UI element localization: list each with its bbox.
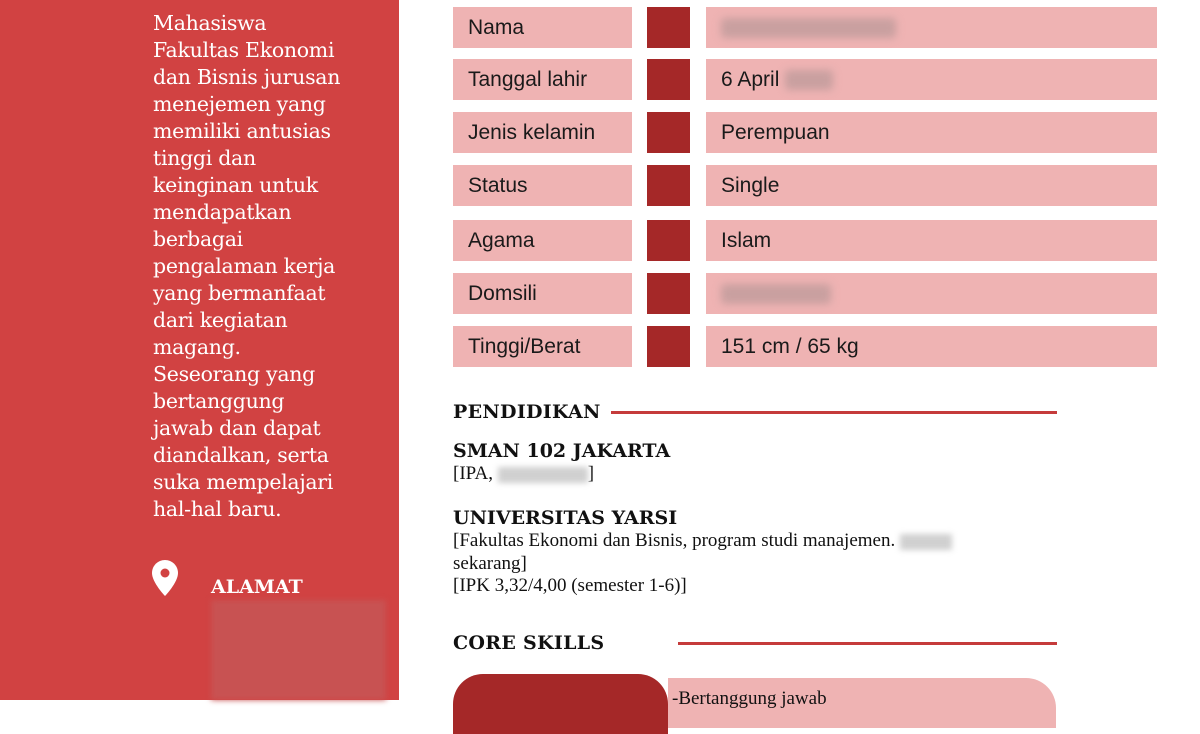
education-title: PENDIDIKAN [453,401,601,423]
field-value-redacted [706,273,1157,314]
field-row-nama [453,7,1158,48]
field-separator [647,7,690,48]
field-value: Perempuan [706,112,1157,153]
field-label: Domsili [453,273,632,314]
school-detail [453,463,594,485]
field-label: Nama [453,7,632,48]
field-separator [647,59,690,100]
section-divider [678,642,1057,645]
field-value: 151 cm / 65 kg [706,326,1157,367]
skills-title: CORE SKILLS [453,632,605,654]
field-value: Single [706,165,1157,206]
field-row-status [453,165,1158,206]
university-gpa: [IPK 3,32/4,00 (semester 1-6)] [453,575,687,596]
field-label: Tanggal lahir [453,59,632,100]
birthdate-text: 6 April [721,68,780,91]
field-separator [647,112,690,153]
sidebar [0,0,399,700]
school-detail-prefix: [IPA, [453,463,493,484]
address-title: ALAMAT [211,576,303,598]
school-detail-suffix: ] [587,463,595,484]
field-row-agama [453,220,1158,261]
field-label: Status [453,165,632,206]
location-pin-icon [152,560,178,596]
skill-item: -Bertanggung jawab [672,688,827,709]
field-value-redacted [706,7,1157,48]
field-separator [647,165,690,206]
field-label: Agama [453,220,632,261]
university-detail-line2: sekarang] [453,553,527,574]
university-detail-text: [Fakultas Ekonomi dan Bisnis, program studi manajemen. [453,530,896,551]
school-name: SMAN 102 JAKARTA [453,440,671,462]
field-row-tinggi-berat [453,326,1158,367]
field-label: Jenis kelamin [453,112,632,153]
field-row-tanggal-lahir [453,59,1158,100]
field-row-jenis-kelamin [453,112,1158,153]
university-name: UNIVERSITAS YARSI [453,507,678,529]
address-redacted [211,600,386,700]
profile-summary: Mahasiswa Fakultas Ekonomi dan Bisnis jurusan menejemen yang memiliki antusias tinggi dan keinginan untuk mendapatkan berbagai pengalaman kerja yang bermanfaat dari kegiatan magang. Seseorang yang bertanggung jawab dan dapat diandalkan, serta suka mempelajari hal-hal baru. [153,11,341,521]
field-value [706,59,1157,100]
section-divider [611,411,1057,414]
field-label: Tinggi/Berat [453,326,632,367]
field-separator [647,326,690,367]
field-separator [647,220,690,261]
field-row-domsili [453,273,1158,314]
field-value: Islam [706,220,1157,261]
skill-pill [453,674,668,734]
university-detail-line1 [453,530,952,552]
field-separator [647,273,690,314]
